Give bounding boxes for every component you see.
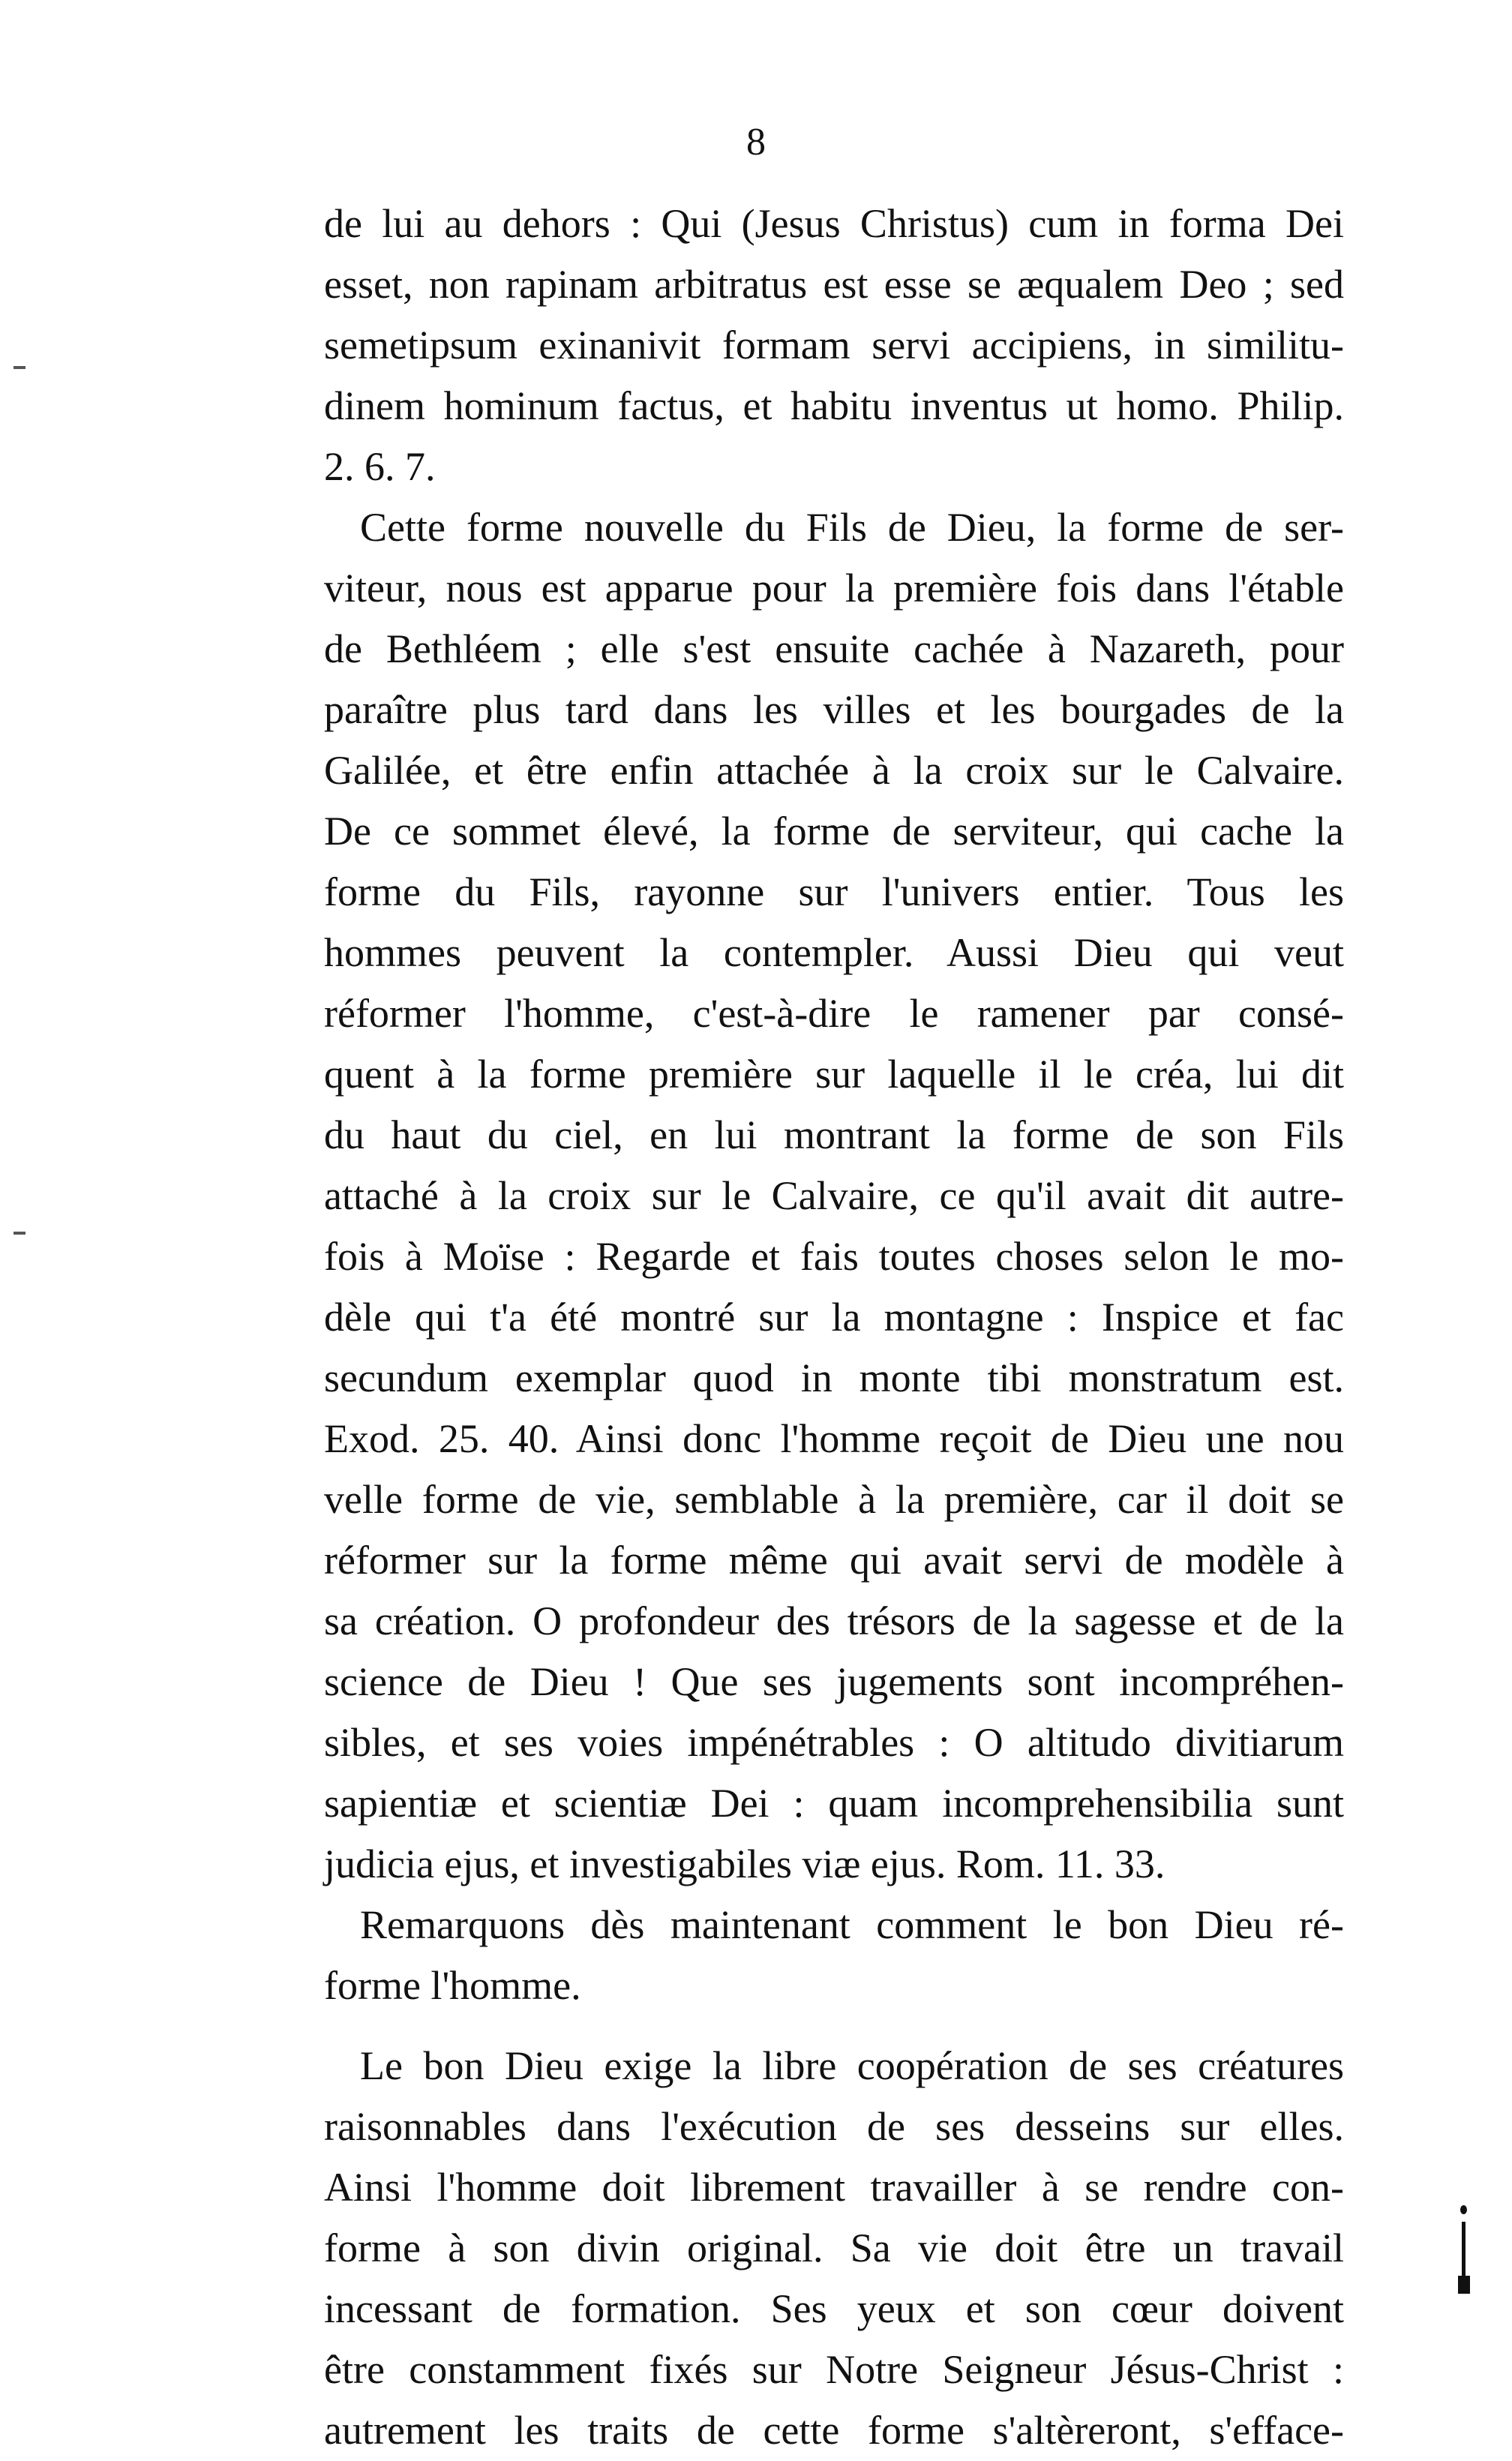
text-line: réformer sur la forme même qui avait servi de modèle à xyxy=(324,1538,1344,1583)
margin-mark xyxy=(14,366,26,369)
text-line: viteur, nous est apparue pour la première fois dans l'étable xyxy=(324,566,1344,611)
signature-mark-dot xyxy=(1460,2205,1467,2214)
text-line: attaché à la croix sur le Calvaire, ce qu'il avait dit autre- xyxy=(324,1173,1344,1218)
text-line: De ce sommet élevé, la forme de serviteur, qui cache la xyxy=(324,809,1344,854)
text-line: Galilée, et être enfin attachée à la croix sur le Calvaire. xyxy=(324,748,1344,793)
paragraph-gap xyxy=(324,2016,1344,2036)
text-line: autrement les traits de cette forme s'altèreront, s'efface- xyxy=(324,2408,1344,2453)
text-line: de Bethléem ; elle s'est ensuite cachée à Nazareth, pour xyxy=(324,626,1344,671)
text-line: 2. 6. 7. xyxy=(324,444,436,489)
text-line: sibles, et ses voies impénétrables : O altitudo divitiarum xyxy=(324,1720,1344,1765)
paragraph-forme-serviteur xyxy=(324,497,1344,1895)
text-line: dinem hominum factus, et habitu inventus ut homo. Philip. xyxy=(324,383,1344,428)
text-line: Ainsi l'homme doit librement travailler à se rendre con- xyxy=(324,2165,1344,2210)
text-line: Remarquons dès maintenant comment le bon Dieu ré- xyxy=(360,1902,1344,1947)
text-line: dèle qui t'a été montré sur la montagne : Inspice et fac xyxy=(324,1295,1344,1340)
page-number: 8 xyxy=(746,121,766,164)
margin-mark xyxy=(14,1232,26,1235)
text-line: sa création. O profondeur des trésors de la sagesse et de la xyxy=(324,1598,1344,1643)
text-line: semetipsum exinanivit formam servi accipiens, in similitu- xyxy=(324,323,1344,368)
text-line: fois à Moïse : Regarde et fais toutes choses selon le mo- xyxy=(324,1234,1344,1279)
text-line: science de Dieu ! Que ses jugements sont incompréhen- xyxy=(324,1659,1344,1704)
paragraph-remarquons xyxy=(324,1895,1344,2016)
text-line: être constamment fixés sur Notre Seigneur Jésus-Christ : xyxy=(324,2347,1344,2392)
text-line: secundum exemplar quod in monte tibi monstratum est. xyxy=(324,1355,1344,1400)
text-line: forme à son divin original. Sa vie doit être un travail xyxy=(324,2225,1344,2270)
text-line: velle forme de vie, semblable à la première, car il doit se xyxy=(324,1477,1344,1522)
text-line: Le bon Dieu exige la libre coopération de ses créatures xyxy=(360,2043,1344,2088)
signature-mark xyxy=(1458,2202,1470,2295)
signature-mark-stem xyxy=(1462,2222,1466,2276)
text-line: incessant de formation. Ses yeux et son cœur doivent xyxy=(324,2286,1344,2331)
body-text xyxy=(324,194,1344,2461)
paragraph-cooperation xyxy=(324,2036,1344,2461)
paragraph-quotation xyxy=(324,194,1344,497)
text-line: réformer l'homme, c'est-à-dire le ramener par consé- xyxy=(324,991,1344,1036)
text-line: du haut du ciel, en lui montrant la forme de son Fils xyxy=(324,1112,1344,1157)
text-line: de lui au dehors : Qui (Jesus Christus) cum in forma Dei xyxy=(324,201,1344,246)
text-line: Exod. 25. 40. Ainsi donc l'homme reçoit de Dieu une nou xyxy=(324,1416,1344,1461)
text-line: judicia ejus, et investigabiles viæ ejus. Rom. 11. 33. xyxy=(324,1841,1166,1886)
text-line: hommes peuvent la contempler. Aussi Dieu qui veut xyxy=(324,930,1344,975)
text-line: paraître plus tard dans les villes et les bourgades de la xyxy=(324,687,1344,732)
text-line: quent à la forme première sur laquelle il le créa, lui dit xyxy=(324,1052,1344,1097)
text-line: forme l'homme. xyxy=(324,1963,581,2008)
text-line: esset, non rapinam arbitratus est esse se æqualem Deo ; sed xyxy=(324,262,1344,307)
text-line: forme du Fils, rayonne sur l'univers entier. Tous les xyxy=(324,869,1344,914)
text-line: Cette forme nouvelle du Fils de Dieu, la forme de ser- xyxy=(360,505,1344,550)
signature-mark-foot xyxy=(1458,2276,1470,2294)
text-line: raisonnables dans l'exécution de ses desseins sur elles. xyxy=(324,2104,1344,2149)
text-line: sapientiæ et scientiæ Dei : quam incomprehensibilia sunt xyxy=(324,1781,1344,1826)
